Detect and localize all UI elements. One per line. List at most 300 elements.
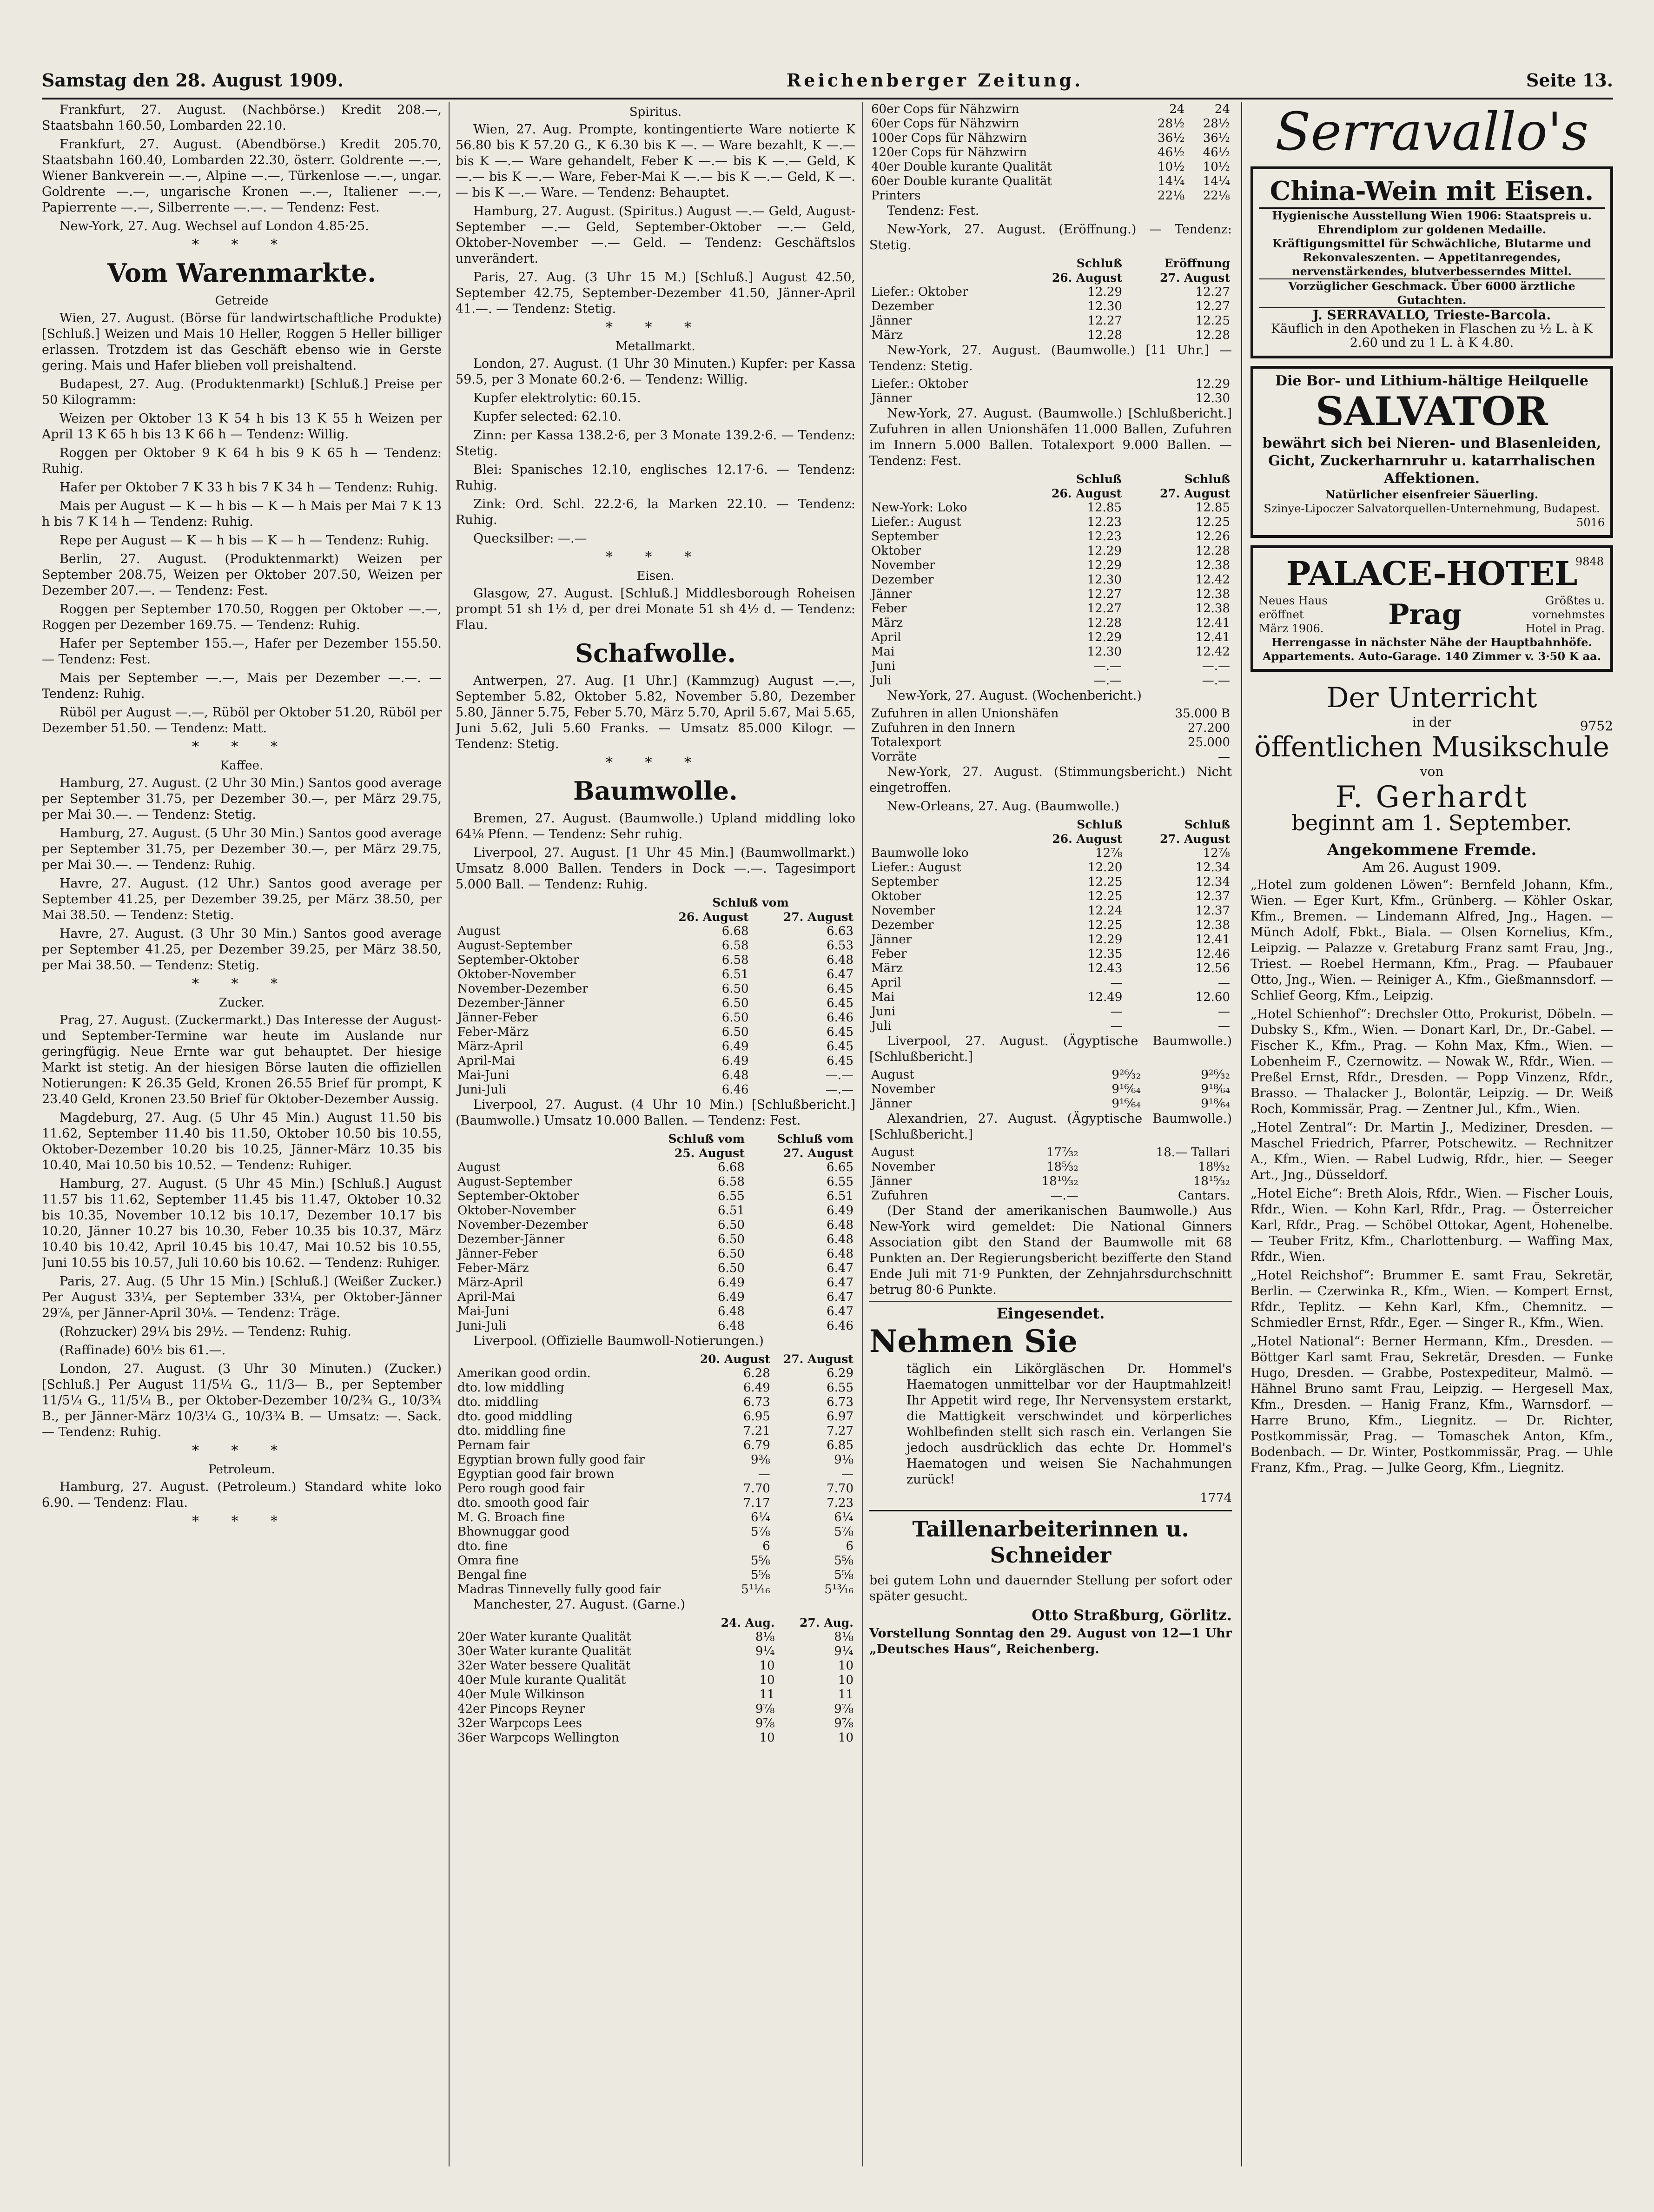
table-cell-label: August-September — [457, 939, 572, 953]
table-row — [869, 160, 1232, 174]
table-body — [869, 501, 1232, 688]
newspaper-page — [42, 70, 1613, 2176]
table-cell-value: 12.35 — [1087, 947, 1123, 961]
table-cell-label: November-Dezember — [457, 982, 588, 996]
table-header: 25. August — [674, 1146, 745, 1160]
angekommene-fremde — [1250, 842, 1613, 1476]
table-cell-value: 12.24 — [1087, 904, 1123, 918]
table-cell-value: 9⅜ — [751, 1453, 770, 1467]
table-cell-value: 6.63 — [827, 924, 853, 938]
report-mais: Mais per August — K — h bis — K — h Mais per Mai 7 K 13 h bis 7 K 14 h — Tendenz: Ruhig. — [42, 499, 442, 529]
table-header: 26. August — [678, 910, 749, 924]
table-header: Schluß — [1077, 818, 1123, 831]
table-cell-value: 12.42 — [1195, 573, 1230, 587]
table-cell-value: 12.37 — [1195, 889, 1230, 903]
table-header: Schluß vom — [712, 896, 789, 909]
table-cell-value: 5¹³⁄₁₆ — [824, 1583, 853, 1596]
table-header: 27. August — [783, 1146, 853, 1160]
report-weizen: Weizen per Oktober 13 K 54 h bis 13 K 55 h Weizen per April 13 K 65 h bis 13 K 66 h — Tendenz: Willig. — [42, 411, 442, 442]
table-cell-label: Dezember — [871, 299, 934, 313]
report-london-metall: London, 27. August. (1 Uhr 30 Minuten.) Kupfer: per Kassa 59.5, per 3 Monate 60.2·6. — Tendenz: Willig. — [456, 357, 855, 387]
report-london-zucker: London, 27. August. (3 Uhr 30 Minuten.) (Zucker.) [Schluß.] Per August 11/5¼ G., 11/3— B., per September 11/5¼ G., 11/5¼ B., per Oktober-Dezember 10/2¾ G., 10/3¾ B., per Jänner-März 10/3¼ G., 10/3¾ B. — Umsatz: —. Sack. — Tendenz: Ruhig. — [42, 1362, 442, 1439]
running-header — [42, 70, 1613, 99]
table-cell-label: Mai — [871, 990, 895, 1004]
table-cell-label: August — [457, 1160, 501, 1174]
table-cell-value: 12⅞ — [1203, 846, 1230, 860]
table-row — [869, 131, 1232, 146]
table-cell-value: 28½ — [1203, 117, 1230, 131]
table-cell-label: September — [871, 530, 939, 543]
header-page-number: Seite 13. — [1526, 70, 1613, 91]
column-3 — [869, 102, 1232, 2166]
table-cell-value: 6.47 — [827, 967, 853, 981]
table-row — [869, 933, 1232, 947]
report-hamburg-kaffee-1: Hamburg, 27. August. (2 Uhr 30 Min.) Santos good average per September 31.75, per Dezember 30.—, per März 29.75, per Mai 30.—. — Tendenz: Stetig. — [42, 776, 442, 822]
table-row — [869, 544, 1232, 558]
ad-china-wein-line: Hygienische Ausstellung Wien 1906: Staatspreis u. Ehrendiplom zur goldenen Medaille. — [1272, 209, 1592, 236]
table-row — [456, 1467, 855, 1482]
table-cell-value: 6.49 — [827, 1204, 853, 1218]
ad-haematogen-number: 1774 — [1200, 1491, 1232, 1505]
table-cell-value: 12.29 — [1087, 285, 1122, 299]
table-cell-value: 6.45 — [827, 1025, 853, 1039]
table-cell-label: Egyptian brown fully good fair — [457, 1453, 645, 1467]
fremde-date: Am 26. August 1909. — [1363, 860, 1501, 875]
table-row — [869, 146, 1232, 160]
table-cell-label: November — [871, 1160, 935, 1174]
table-cell-label: dto. low middling — [457, 1381, 564, 1395]
table-row — [869, 630, 1232, 645]
table-cell-label: Jänner — [871, 391, 912, 405]
report-bremen: Bremen, 27. August. (Baumwolle.) Upland middling loko 64⅛ Pfenn. — Tendenz: Sehr ruhig. — [456, 811, 855, 841]
table-cell-value: 11 — [838, 1688, 853, 1702]
table-row — [456, 1068, 855, 1083]
table-row — [456, 1554, 855, 1568]
table-cell-value: 28½ — [1158, 117, 1185, 131]
table-cell-label: 40er Mule kurante Qualität — [457, 1673, 626, 1687]
report-newyork-11uhr: New-York, 27. August. (Baumwolle.) [11 Uhr.] — Tendenz: Stetig. — [869, 343, 1232, 373]
table-cell-label: Feber — [871, 602, 907, 616]
table-cell-label: November — [871, 558, 935, 572]
table-header: Schluß — [1184, 818, 1230, 831]
table-cell-value: —.— — [1050, 1189, 1078, 1203]
report-berlin-mais: Mais per September —.—, Mais per Dezember —.—. — Tendenz: Ruhig. — [42, 671, 442, 701]
subsection-kaffee: Kaffee. — [220, 759, 264, 773]
table-cell-value: 12.29 — [1087, 630, 1122, 644]
table-row — [869, 328, 1232, 343]
table-cell-value: 6.50 — [718, 1232, 745, 1246]
table-cell-value: 6.50 — [721, 982, 749, 996]
ad-china-wein-title: China-Wein mit Eisen. — [1259, 175, 1605, 209]
table-cell-value: 6.50 — [721, 996, 749, 1010]
table-cell-value: 5⅝ — [834, 1568, 853, 1582]
table-row — [456, 1290, 855, 1305]
report-blei: Blei: Spanisches 12.10, englisches 12.17·6. — Tendenz: Ruhig. — [456, 463, 855, 493]
table-cell-label: Liefer.: August — [871, 861, 961, 874]
table-cell-value: 27.200 — [1188, 721, 1230, 735]
table-cell-label: Oktober — [871, 544, 921, 558]
report-budapest: Budapest, 27. Aug. (Produktenmarkt) [Schluß.] Preise per 50 Kilogramm: — [42, 377, 442, 407]
table-row — [456, 1204, 855, 1218]
table-newyork-11uhr — [869, 377, 1232, 406]
table-row — [456, 1366, 855, 1381]
columns — [42, 102, 1613, 2166]
table-cell-label: Dezember — [871, 573, 934, 587]
table-cell-label: Egyptian good fair brown — [457, 1467, 614, 1481]
table-cell-value: 10 — [838, 1659, 853, 1673]
report-newyork-wochenbericht: New-York, 27. August. (Wochenbericht.) — [887, 689, 1142, 703]
table-row — [869, 314, 1232, 328]
ad-salvator-line: Natürlicher eisenfreier Säuerling. — [1325, 488, 1539, 501]
fremde-title: Angekommene Fremde. — [1327, 841, 1537, 859]
table-row — [869, 990, 1232, 1005]
report-zinn: Zinn: per Kassa 138.2·6, per 3 Monate 139.2·6. — Tendenz: Stetig. — [456, 428, 855, 458]
table-cell-value: 17⁷⁄₃₂ — [1046, 1146, 1078, 1159]
table-cell-value: 8⅛ — [834, 1630, 853, 1644]
table-cell-value: 24 — [1169, 102, 1185, 116]
table-cell-label: New-York: Loko — [871, 501, 967, 515]
table-cell-value: 10 — [759, 1673, 775, 1687]
report-roggen: Roggen per Oktober 9 K 64 h bis 9 K 65 h — Tendenz: Ruhig. — [42, 446, 442, 476]
table-cell-value: 12.41 — [1195, 616, 1230, 630]
table-cell-value: 9¹⁶⁄₆₄ — [1111, 1082, 1141, 1096]
table-cell-label: August-September — [457, 1175, 572, 1189]
table-body — [456, 1160, 855, 1333]
table-cell-value: 6.49 — [721, 1054, 749, 1068]
report-prag-zucker: Prag, 27. August. (Zuckermarkt.) Das Interesse der August- und September-Termine war heute im Auslande nur geringfügig. Neue Ernte war gut behauptet. Der hiesige Markt ist stetig. An der hiesigen Börse lauten die offiziellen Notierungen: K 26.35 Geld, Kronen 26.55 Brief für prompt, K 23.40 Geld, Kronen 23.50 Brief für Oktober-Dezember Aussig. — [42, 1013, 442, 1106]
table-cell-value: 12.29 — [1195, 377, 1230, 391]
table-cell-value: —.— — [1093, 659, 1122, 673]
table-cell-value: 6.45 — [827, 982, 853, 996]
table-cell-label: Dezember-Jänner — [457, 996, 565, 1010]
subsection-getreide: Getreide — [215, 294, 269, 308]
table-cell-value: 18.— Tallari — [1156, 1146, 1230, 1159]
table-cell-label: dto. fine — [457, 1539, 508, 1553]
table-cell-value: 6.95 — [743, 1410, 770, 1424]
table-cell-label: Jänner — [871, 314, 912, 328]
table-cell-label: dto. smooth good fair — [457, 1496, 589, 1510]
table-cell-value: —.— — [1202, 659, 1230, 673]
table-row — [869, 875, 1232, 889]
table-cell-value: 24 — [1214, 102, 1230, 116]
table-row — [869, 645, 1232, 659]
table-row — [869, 515, 1232, 530]
table-cell-label: 36er Warpcops Wellington — [457, 1731, 619, 1745]
table-cell-value: 12.38 — [1195, 918, 1230, 932]
table-row — [456, 1525, 855, 1539]
table-cell-label: Jänner — [871, 1097, 912, 1111]
table-row — [456, 1189, 855, 1204]
table-cell-label: 30er Water kurante Qualität — [457, 1644, 631, 1658]
table-row — [456, 1688, 855, 1702]
table-row — [869, 1082, 1232, 1097]
table-cell-label: Oktober — [871, 889, 921, 903]
table-cell-label: April-Mai — [457, 1290, 515, 1304]
table-row — [869, 721, 1232, 735]
table-header: 27. Aug. — [800, 1616, 853, 1629]
table-row — [456, 967, 855, 982]
table-header: Schluß — [1184, 472, 1230, 486]
table-row — [456, 1160, 855, 1175]
table-cell-value: 7.21 — [743, 1424, 770, 1438]
table-cell-label: September — [871, 875, 939, 889]
table-cell-value: 46½ — [1158, 146, 1185, 159]
table-header: Eröffnung — [1164, 257, 1230, 270]
table-cell-value: 7.70 — [827, 1482, 853, 1496]
table-cell-value: 6.49 — [718, 1290, 745, 1304]
table-header: Schluß vom — [668, 1132, 745, 1146]
table-cell-value: 6.85 — [827, 1438, 853, 1452]
table-cell-label: Juni — [871, 1005, 896, 1019]
report-berlin-roggen: Roggen per September 170.50, Roggen per Oktober —.—, Roggen per Dezember 169.75. — Tendenz: Ruhig. — [42, 602, 442, 632]
table-cell-value: 6.47 — [827, 1290, 853, 1304]
report-stand-baumwolle: (Der Stand der amerikanischen Baumwolle.) Aus New-York wird gemeldet: Die National Ginners Association gibt den Stand der Baumwolle mit 68 Punkten an. Der Regierungsbericht bezifferte den Stand Ende Juli mit 71·9 Punkten, der Zehnjahrsdurchschnitt betrug 80·6 Punkte. — [869, 1204, 1232, 1297]
table-row — [869, 501, 1232, 515]
table-cell-value: 12.23 — [1087, 530, 1122, 543]
table-cell-label: Oktober-November — [457, 1204, 576, 1218]
table-cell-label: November-Dezember — [457, 1218, 588, 1232]
table-cell-value: 6.49 — [718, 1276, 745, 1290]
table-cell-value: 6.47 — [827, 1261, 853, 1275]
table-cell-value: 5⅞ — [751, 1525, 770, 1539]
table-cell-value: 6.51 — [718, 1204, 745, 1218]
table-row — [456, 1583, 855, 1597]
table-cell-label: Feber-März — [457, 1261, 529, 1275]
table-cell-label: August — [871, 1068, 914, 1082]
section-title-schafwolle: Schafwolle. — [575, 638, 736, 668]
table-cell-label: Zufuhren — [871, 1189, 928, 1203]
table-row — [869, 918, 1232, 933]
table-cell-value: 6.51 — [721, 967, 749, 981]
table-header: Schluß — [1076, 472, 1122, 486]
table-row — [869, 1097, 1232, 1111]
table-cell-value: 6.51 — [827, 1189, 853, 1203]
table-row — [456, 1716, 855, 1731]
table-row — [456, 939, 855, 953]
table-cell-label: Oktober-November — [457, 967, 576, 981]
table-cell-value: 6.50 — [718, 1247, 745, 1261]
table-cell-value: 6.48 — [827, 1218, 853, 1232]
table-cell-value: 10 — [759, 1659, 775, 1673]
column-4 — [1250, 102, 1613, 2166]
table-cell-value: 12.29 — [1087, 544, 1122, 558]
ad-salvator — [1250, 366, 1613, 538]
ad-china-wein-line: Vorzüglicher Geschmack. Über 6000 ärztliche Gutachten. — [1259, 278, 1605, 308]
report-liverpool-2: Liverpool, 27. August. (4 Uhr 10 Min.) [Schlußbericht.] (Baumwolle.) Umsatz 10.000 Ballen. — Tendenz: Fest. — [456, 1098, 855, 1128]
table-row — [456, 1011, 855, 1025]
table-cell-value: 6.45 — [827, 1054, 853, 1068]
table-cell-label: Madras Tinnevelly fully good fair — [457, 1583, 661, 1596]
table-cell-value: 6.58 — [718, 1175, 745, 1189]
table-header: 26. August — [1052, 271, 1122, 285]
report-liverpool-offiziell: Liverpool. (Offizielle Baumwoll-Notierungen.) — [473, 1334, 764, 1348]
ad-musikschule-name: F. Gerhardt — [1335, 780, 1528, 815]
table-body — [869, 102, 1232, 203]
report-berlin-hafer: Hafer per September 155.—, Hafer per Dezember 155.50. — Tendenz: Fest. — [42, 636, 442, 667]
table-liverpool-notierungen — [456, 1352, 855, 1597]
table-cell-label: Mai — [871, 645, 895, 659]
table-body — [869, 377, 1232, 406]
table-cell-value: 6.50 — [721, 1025, 749, 1039]
report-glasgow: Glasgow, 27. August. [Schluß.] Middlesborough Roheisen prompt 51 sh 1½ d, per drei Monate 51 sh 4½ d. — Tendenz: Flau. — [456, 586, 855, 632]
report-hamburg-kaffee-2: Hamburg, 27. August. (5 Uhr 30 Min.) Santos good average per September 31.75, per Dezember 30.—, per März 29.75, per Mai 30.—. — Tendenz: Ruhig. — [42, 826, 442, 872]
table-cell-value: — — [1218, 1019, 1230, 1033]
table-cell-value: 12.41 — [1195, 630, 1230, 644]
fremde-hotel-goldener-loewe: „Hotel zum goldenen Löwen“: Bernfeld Johann, Kfm., Wien. — Eger Kurt, Kfm., Grünberg. — Köhler Oskar, Kfm., Bremen. — Lindemann Alfred, Jng., Hagen. — Münch Adolf, Fbkt., Biala. — Olsen Kornelius, Kfm., Leipzig. — Palazze v. Gretaburg Franz samt Frau, Jng., Triest. — Roebel Hermann, Kfm., Prag. — Pfaubauer Otto, Jng., Wien. — Reiniger A., Kfm., Gießmannsdorf. — Schlief Georg, Kfm., Leipzig. — [1250, 878, 1613, 1003]
table-cell-value: 12.25 — [1195, 515, 1230, 529]
ad-china-wein-company: J. SERRAVALLO, Trieste-Barcola. — [1312, 307, 1551, 323]
ad-musikschule-line: beginnt am 1. September. — [1291, 810, 1572, 835]
report-kupfer-elektrolytic: Kupfer elektrolytic: 60.15. — [473, 391, 641, 405]
table-row — [869, 735, 1232, 750]
table-row — [869, 1005, 1232, 1019]
table-cell-value: 6.58 — [721, 939, 749, 953]
table-cell-value: 12.20 — [1087, 861, 1123, 874]
table-cell-label: Liefer.: Oktober — [871, 285, 968, 299]
table-cell-value: 12.60 — [1195, 990, 1230, 1004]
table-new-orleans — [869, 817, 1232, 1033]
report-zink: Zink: Ord. Schl. 22.2·6, la Marken 22.10. — Tendenz: Ruhig. — [456, 497, 855, 527]
table-cell-value: 6.50 — [721, 1011, 749, 1025]
table-cell-value: 6¼ — [834, 1510, 853, 1524]
table-cell-label: Liefer.: August — [871, 515, 961, 529]
table-cell-value: 25.000 — [1188, 735, 1230, 749]
table-cell-value: 12.27 — [1087, 602, 1122, 616]
ad-musikschule-line: von — [1420, 764, 1444, 779]
table-row — [869, 1189, 1232, 1203]
table-row — [869, 846, 1232, 861]
table-cell-value: 12.25 — [1087, 918, 1123, 932]
table-cell-label: Totalexport — [871, 735, 941, 749]
table-header: Schluß — [1076, 257, 1122, 270]
section-divider: * * * — [192, 237, 292, 253]
table-row — [456, 982, 855, 996]
table-cell-label: Jänner — [871, 933, 912, 947]
section-divider: * * * — [605, 755, 706, 771]
table-cell-label: Mai-Juni — [457, 1068, 509, 1082]
table-cell-value: 9⅛ — [834, 1453, 853, 1467]
section-title-warenmarkt: Vom Warenmarkte. — [107, 258, 376, 288]
table-row — [456, 1247, 855, 1261]
table-cell-value: 35.000 B — [1175, 707, 1230, 721]
ad-china-wein-price: Käuflich in den Apotheken in Flaschen zu ½ L. à K 2.60 und zu 1 L. à K 4.80. — [1270, 322, 1593, 350]
ad-china-wein — [1250, 166, 1613, 358]
table-body — [456, 1630, 855, 1745]
table-row — [456, 1644, 855, 1659]
table-cell-value: 12.43 — [1087, 961, 1123, 975]
table-cell-value: 6¼ — [751, 1510, 770, 1524]
table-row — [869, 377, 1232, 391]
table-cell-value: 6.65 — [827, 1160, 853, 1174]
report-berlin: Berlin, 27. August. (Produktenmarkt) Weizen per September 208.75, Weizen per Oktober 207.50, Weizen per Dezember 207.—. — Tendenz: Fest. — [42, 552, 442, 598]
table-cell-value: 9¹⁸⁄₆₄ — [1201, 1082, 1230, 1096]
table-cell-label: April-Mai — [457, 1054, 515, 1068]
report-frankfurt-nachboerse: Frankfurt, 27. August. (Nachbörse.) Kredit 208.—, Staatsbahn 160.50, Lombarden 22.10. — [42, 103, 442, 133]
header-title: Reichenberger Zeitung. — [786, 70, 1084, 91]
table-cell-value: 10 — [838, 1673, 853, 1687]
table-cell-value: 9⅞ — [834, 1716, 853, 1730]
table-row — [869, 174, 1232, 189]
table-cell-label: Liefer.: Oktober — [871, 377, 968, 391]
table-cell-value: 12.25 — [1087, 875, 1123, 889]
table-cell-value: — — [1110, 1005, 1123, 1019]
table-cell-label: Baumwolle loko — [871, 846, 969, 860]
table-cell-value: — — [1218, 750, 1230, 764]
table-cell-value: 5⅞ — [834, 1525, 853, 1539]
table-cell-value: 18⁵⁄₃₂ — [1046, 1160, 1078, 1174]
column-rule — [449, 102, 450, 2166]
column-2 — [456, 102, 855, 2166]
table-cell-value: 12.28 — [1087, 328, 1122, 342]
report-new-orleans: New-Orleans, 27. Aug. (Baumwolle.) — [887, 799, 1120, 814]
table-cell-value: 10½ — [1203, 160, 1230, 174]
table-cell-label: September-Oktober — [457, 1189, 579, 1203]
report-liverpool-1: Liverpool, 27. August. [1 Uhr 45 Min.] (Baumwollmarkt.) Umsatz 8.000 Ballen. Tenders in Dock —.—. Tagesimport 5.000 Ball. — Tendenz: Ruhig. — [456, 846, 855, 892]
table-row — [869, 189, 1232, 203]
table-cell-value: 6.29 — [827, 1366, 853, 1380]
table-cell-value: 12.23 — [1087, 515, 1122, 529]
table-header: 20. August — [700, 1352, 770, 1366]
table-cell-value: 6.45 — [827, 1040, 853, 1053]
table-cell-value: 6.68 — [718, 1160, 745, 1174]
table-cell-label: Bhownuggar good — [457, 1525, 570, 1539]
table-cell-label: Pero rough good fair — [457, 1482, 585, 1496]
table-cell-value: 7.23 — [827, 1496, 853, 1510]
table-cell-value: 6.53 — [827, 939, 853, 953]
table-cell-label: November — [871, 1082, 935, 1096]
ad-musikschule — [1250, 681, 1613, 835]
table-cell-value: 12.34 — [1195, 861, 1230, 874]
table-cell-value: 5¹¹⁄₁₆ — [741, 1583, 770, 1596]
table-cell-value: 6.55 — [827, 1381, 853, 1395]
table-cell-value: 12.29 — [1087, 558, 1122, 572]
table-cell-label: Juni-Juli — [457, 1319, 506, 1333]
table-manchester-cops — [869, 102, 1232, 203]
table-cell-value: 9²⁶⁄₃₂ — [1111, 1068, 1141, 1082]
table-cell-label: Bengal fine — [457, 1568, 527, 1582]
table-cell-value: — — [841, 1467, 853, 1481]
table-cell-value: 12.28 — [1087, 616, 1122, 630]
table-cell-value: 7.27 — [827, 1424, 853, 1438]
table-cell-value: 9¹⁸⁄₆₄ — [1201, 1097, 1230, 1111]
section-divider: * * * — [192, 739, 292, 755]
table-cell-value: 12.34 — [1195, 875, 1230, 889]
table-row — [456, 1424, 855, 1438]
table-header: 27. August — [783, 1352, 853, 1366]
table-cell-value: 12.30 — [1087, 299, 1122, 313]
table-cell-value: 6.58 — [721, 953, 749, 967]
table-row — [456, 1496, 855, 1510]
table-body — [456, 924, 855, 1097]
table-row — [456, 1276, 855, 1290]
section-title-baumwolle: Baumwolle. — [573, 776, 738, 806]
table-cell-label: Jänner-Feber — [457, 1011, 538, 1025]
table-row — [456, 1305, 855, 1319]
table-cell-value: 6.46 — [721, 1083, 749, 1097]
report-paris-spiritus: Paris, 27. Aug. (3 Uhr 15 M.) [Schluß.] August 42.50, September 42.75, September-Dezember 41.50, Jänner-April 41.—. — Tendenz: Stetig. — [456, 270, 855, 316]
table-cell-label: Amerikan good ordin. — [457, 1366, 591, 1380]
table-cell-value: 6.49 — [743, 1381, 770, 1395]
table-cell-label: Feber-März — [457, 1025, 529, 1039]
table-row — [869, 904, 1232, 918]
table-cell-value: 12.30 — [1087, 645, 1122, 659]
report-havre-2: Havre, 27. August. (3 Uhr 30 Min.) Santos good average per September 41.25, per Dezember 39.25, per März 38.50, per Mai 38.50. — Tendenz: Stetig. — [42, 927, 442, 973]
report-kupfer-selected: Kupfer selected: 62.10. — [473, 410, 622, 424]
report-magdeburg: Magdeburg, 27. Aug. (5 Uhr 45 Min.) August 11.50 bis 11.62, September 11.40 bis 11.50, Oktober 10.50 bis 10.55, Oktober-Dezember 10.20 bis 10.25, Jänner-März 10.35 bis 10.40, Mai 10.50 bis 10.52. — Tendenz: Ruhiger. — [42, 1111, 442, 1172]
table-cell-value: 12.27 — [1087, 314, 1122, 328]
report-antwerpen: Antwerpen, 27. Aug. [1 Uhr.] (Kammzug) August —.—, September 5.82, Oktober 5.82, November 5.80, Dezember 5.80, Jänner 5.75, Feber 5.70, März 5.70, April 5.67, Mai 5.65, Juni 5.62, Juli 5.60 Franks. — Umsatz 85.000 Kilogr. — Tendenz: Stetig. — [456, 674, 855, 751]
table-row — [869, 102, 1232, 117]
